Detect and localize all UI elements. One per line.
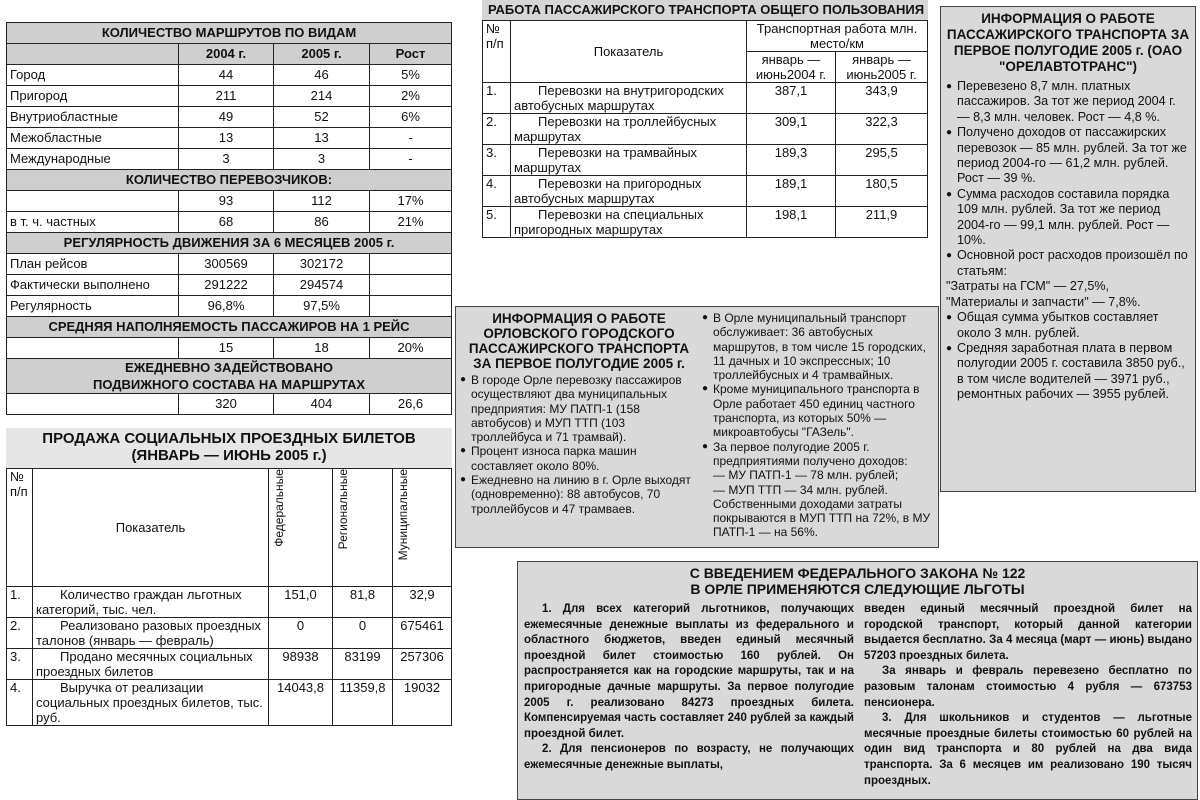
- table-cell-fed: 14043,8: [269, 680, 333, 726]
- table-row: [483, 207, 928, 238]
- table-cell: 2%: [370, 86, 452, 107]
- table-cell: -: [370, 128, 452, 149]
- table-cell: 86: [274, 212, 370, 233]
- table-cell-fed: 151,0: [269, 587, 333, 618]
- table-row: [7, 587, 452, 618]
- table-cell: 300569: [179, 254, 274, 275]
- table-cell: Межобластные: [7, 128, 179, 149]
- table-cell: 17%: [370, 191, 452, 212]
- table-cell-n: 4.: [483, 176, 511, 207]
- table-cell: 214: [274, 86, 370, 107]
- table-cell: 21%: [370, 212, 452, 233]
- table-cell: Внутриобластные: [7, 107, 179, 128]
- transport-block: [482, 0, 928, 238]
- table-row: [7, 296, 452, 317]
- table-cell-mun: 675461: [393, 618, 452, 649]
- table-row: [483, 114, 928, 145]
- table-cell: 291222: [179, 275, 274, 296]
- table-row: [7, 254, 452, 275]
- table-cell-n: 3.: [7, 649, 33, 680]
- table-cell: Город: [7, 65, 179, 86]
- table-cell-b: 211,9: [836, 207, 928, 238]
- table-cell: 96,8%: [179, 296, 274, 317]
- table-row: [7, 191, 452, 212]
- table-cell-name: Перевозки на трамвайных маршрутах: [511, 145, 747, 176]
- table-cell-reg: 11359,8: [333, 680, 393, 726]
- table-cell-mun: 32,9: [393, 587, 452, 618]
- table-cell-name: Выручка от реализации социальных проездных билетов, тыс. руб.: [33, 680, 269, 726]
- table-row: 15 18 20%: [7, 338, 452, 359]
- table-row: [483, 83, 928, 114]
- table-cell-n: 3.: [483, 145, 511, 176]
- table-cell-reg: 81,8: [333, 587, 393, 618]
- table-cell: 3: [179, 149, 274, 170]
- carriers-title: КОЛИЧЕСТВО ПЕРЕВОЗЧИКОВ:: [7, 170, 452, 191]
- tickets-table: № п/п Показатель Федеральные Региональные Муниципальные 1. Количество граждан льготных категорий, тыс. чел. 151,0 81,8 32,9 2. Реализовано разовых проездных талонов (январь — февраль) 0 0 675461 3. Продано месячных социальных проездных билетов 98938 83199 257306 4. Выручка от реализации социальных проездных билетов, тыс. руб. 14043,8 11359,8 19032: [6, 468, 452, 726]
- table-cell: 294574: [274, 275, 370, 296]
- fill-title: СРЕДНЯЯ НАПОЛНЯЕМОСТЬ ПАССАЖИРОВ НА 1 РЕЙС: [7, 317, 452, 338]
- table-cell-n: 2.: [483, 114, 511, 145]
- table-cell-a: 387,1: [747, 83, 836, 114]
- table-cell-mun: 19032: [393, 680, 452, 726]
- table-row: [7, 107, 452, 128]
- law-right: введен единый месячный проездной билет на городской транспорт, который данной категории выдается бесплатно. За 4 месяца (март — июнь) выдано 57203 проездных билета. За январь и февраль перевезено бесплатно по разовым талонам стоимостью 4 рубля — 673753 пенсионера. 3. Для школьников и студентов — льготные месячные проездные билеты стоимостью 60 рублей на один вид транспорта и 80 рублей на два вида транспорта. За 6 месяцев им реализовано 190 тысяч проездных.: [864, 603, 1192, 787]
- table-cell: 97,5%: [274, 296, 370, 317]
- orel-info-box: [455, 306, 939, 548]
- table-row: [483, 145, 928, 176]
- table-cell: 3: [274, 149, 370, 170]
- table-cell-reg: 0: [333, 618, 393, 649]
- table-cell-a: 309,1: [747, 114, 836, 145]
- table-cell: 13: [274, 128, 370, 149]
- table-row: [7, 149, 452, 170]
- table-row: [7, 65, 452, 86]
- table-cell-n: 5.: [483, 207, 511, 238]
- routes-title: КОЛИЧЕСТВО МАРШРУТОВ ПО ВИДАМ: [7, 23, 452, 44]
- table-cell-name: Продано месячных социальных проездных билетов: [33, 649, 269, 680]
- table-cell: 93: [179, 191, 274, 212]
- table-cell: в т. ч. частных: [7, 212, 179, 233]
- daily-title: ЕЖЕДНЕВНО ЗАДЕЙСТВОВАНО ПОДВИЖНОГО СОСТАВА НА МАРШРУТАХ: [7, 359, 452, 394]
- table-cell: 68: [179, 212, 274, 233]
- avtotrans-box: ИНФОРМАЦИЯ О РАБОТЕ ПАССАЖИРСКОГО ТРАНСПОРТА ЗА ПЕРВОЕ ПОЛУГОДИЕ 2005 г. (ОАО "ОРЕЛАВТОТРАНС") ● Перевезено 8,7 млн. платных пассажиров. За тот же период 2004 г. — 8,3 млн. человек. Рост — 4,8 %. ● Получено доходов от пассажирских перевозок — 85 млн. рублей. За тот же период 2004-го — 61,2 млн. рублей. Рост — 39 %. ● Сумма расходов составила порядка 109 млн. рублей. За тот же период 2004-го — 99,1 млн. рублей. Рост — 10%. ● Основной рост расходов произошёл по статьям: "Затраты на ГСМ" — 27,5%, "Материалы и запчасти" — 7,8%. ● Общая сумма убытков составляет около 3 млн. рублей. ● Средняя заработная плата в первом полугодии 2005 г. составила 3850 руб., в том числе водителей — 3971 руб., ремонтных рабочих — 3955 рублей.: [940, 6, 1196, 492]
- table-row: [7, 618, 452, 649]
- table-cell-mun: 257306: [393, 649, 452, 680]
- table-cell: 112: [274, 191, 370, 212]
- table-row: [7, 212, 452, 233]
- table-cell-b: 343,9: [836, 83, 928, 114]
- table-cell: 5%: [370, 65, 452, 86]
- law-box: [517, 561, 1198, 800]
- table-cell: Пригород: [7, 86, 179, 107]
- table-cell-b: 180,5: [836, 176, 928, 207]
- table-row: [7, 680, 452, 726]
- table-cell: 44: [179, 65, 274, 86]
- header-2004: 2004 г.: [179, 44, 274, 65]
- table-cell-n: 1.: [483, 83, 511, 114]
- table-cell-n: 2.: [7, 618, 33, 649]
- table-cell: [7, 191, 179, 212]
- table-cell: Фактически выполнено: [7, 275, 179, 296]
- orel-info-left: ИНФОРМАЦИЯ О РАБОТЕ ОРЛОВСКОГО ГОРОДСКОГО ПАССАЖИРСКОГО ТРАНСПОРТА ЗА ПЕРВОЕ ПОЛУГОДИЕ 2005 г. ● В городе Орле перевозку пассажиров осуществляют два муниципальных предприятия: МУ ПАТП-1 (158 автобусов) и МУП ТТП (103 троллейбуса и 71 трамвай). ● Процент износа парка машин составляет около 80%. ● Ежедневно на линию в г. Орле выходят (одновременно): 88 автобусов, 70 троллейбусов и 47 трамваев.: [460, 311, 698, 516]
- table-row: [7, 86, 452, 107]
- table-cell-name: Перевозки на внутригородских автобусных маршрутах: [511, 83, 747, 114]
- routes-table: [6, 22, 452, 415]
- header-growth: Рост: [370, 44, 452, 65]
- table-row: [7, 275, 452, 296]
- table-cell: 52: [274, 107, 370, 128]
- tickets-title: ПРОДАЖА СОЦИАЛЬНЫХ ПРОЕЗДНЫХ БИЛЕТОВ (ЯНВАРЬ — ИЮНЬ 2005 г.): [6, 428, 452, 468]
- table-cell-name: Реализовано разовых проездных талонов (январь — февраль): [33, 618, 269, 649]
- table-cell-name: Перевозки на специальных пригородных маршрутах: [511, 207, 747, 238]
- table-cell: [370, 275, 452, 296]
- header-2005: 2005 г.: [274, 44, 370, 65]
- regularity-title: РЕГУЛЯРНОСТЬ ДВИЖЕНИЯ ЗА 6 МЕСЯЦЕВ 2005 г.: [7, 233, 452, 254]
- law-left: 1. Для всех категорий льготников, получающих ежемесячные денежные выплаты из федерального и областного бюджетов, введен единый месячный проездной билет стоимостью 160 рублей. Он распространяется как на городские маршруты, так и на пригородные дачные маршруты. За первое полугодие 2005 г. реализовано 84273 проездных билета. Компенсируемая часть составляет 240 рублей за каждый проездной билет. 2. Для пенсионеров по возрасту, не получающих ежемесячные денежные выплаты,: [524, 603, 854, 771]
- table-row: [483, 176, 928, 207]
- table-cell-n: 1.: [7, 587, 33, 618]
- table-cell-a: 189,3: [747, 145, 836, 176]
- table-cell-fed: 98938: [269, 649, 333, 680]
- orel-info-right: ● В Орле муниципальный транспорт обслуживает: 36 автобусных маршрутов, в том числе 15 городских, 11 дачных и 10 экспрессных; 10 троллейбусных и 4 трамвайных. ● Кроме муниципального транспорта в Орле работает 450 единиц частного транспорта, из которых 50% — микроавтобусы "ГАЗель". ● За первое полугодие 2005 г. предприятиями получено доходов: — МУ ПАТП-1 — 78 млн. рублей; — МУП ТТП — 34 млн. рублей. Собственными доходами затраты покрываются в МУП ТТП на 72%, в МУ ПАТП-1 — на 56%.: [702, 311, 934, 540]
- table-cell-fed: 0: [269, 618, 333, 649]
- table-cell: Международные: [7, 149, 179, 170]
- table-cell: 211: [179, 86, 274, 107]
- orel-info-title: ИНФОРМАЦИЯ О РАБОТЕ ОРЛОВСКОГО ГОРОДСКОГО ПАССАЖИРСКОГО ТРАНСПОРТА ЗА ПЕРВОЕ ПОЛУГОДИЕ 2005 г.: [468, 311, 690, 371]
- table-cell-n: 4.: [7, 680, 33, 726]
- table-cell: -: [370, 149, 452, 170]
- transport-table: № п/п Показатель Транспортная работа млн. место/км январь — июнь2004 г. январь — июнь2005 г. 1. Перевозки на внутригородских автобусных маршрутах 387,1 343,9 2. Перевозки на троллейбусных маршрутах 309,1 322,3 3. Перевозки на трамвайных маршрутах 189,3 295,5 4. Перевозки на пригородных автобусных маршрутах 189,1 180,5 5. Перевозки на специальных пригородных маршрутах 198,1 211,9: [482, 20, 928, 238]
- table-cell-name: Перевозки на пригородных автобусных маршрутах: [511, 176, 747, 207]
- table-cell: 302172: [274, 254, 370, 275]
- table-row: [7, 128, 452, 149]
- transport-title: РАБОТА ПАССАЖИРСКОГО ТРАНСПОРТА ОБЩЕГО ПОЛЬЗОВАНИЯ: [482, 0, 928, 20]
- table-cell: [370, 254, 452, 275]
- table-cell-b: 295,5: [836, 145, 928, 176]
- table-cell-a: 198,1: [747, 207, 836, 238]
- tickets-block: [6, 428, 452, 726]
- law-title: С ВВЕДЕНИЕМ ФЕДЕРАЛЬНОГО ЗАКОНА № 122 В ОРЛЕ ПРИМЕНЯЮТСЯ СЛЕДУЮЩИЕ ЛЬГОТЫ: [689, 565, 1026, 597]
- table-cell: План рейсов: [7, 254, 179, 275]
- table-cell: 49: [179, 107, 274, 128]
- table-cell-a: 189,1: [747, 176, 836, 207]
- table-cell-reg: 83199: [333, 649, 393, 680]
- table-cell: 46: [274, 65, 370, 86]
- table-cell: [370, 296, 452, 317]
- routes-table-block: [6, 22, 452, 415]
- table-cell: 6%: [370, 107, 452, 128]
- table-cell-b: 322,3: [836, 114, 928, 145]
- table-row: [7, 649, 452, 680]
- table-row: 320 404 26,6: [7, 394, 452, 415]
- table-cell: Регулярность: [7, 296, 179, 317]
- table-cell-name: Перевозки на троллейбусных маршрутах: [511, 114, 747, 145]
- table-cell-name: Количество граждан льготных категорий, тыс. чел.: [33, 587, 269, 618]
- table-cell: 13: [179, 128, 274, 149]
- avtotrans-title: ИНФОРМАЦИЯ О РАБОТЕ ПАССАЖИРСКОГО ТРАНСПОРТА ЗА ПЕРВОЕ ПОЛУГОДИЕ 2005 г. (ОАО "ОРЕЛАВТОТРАНС"): [946, 11, 1190, 74]
